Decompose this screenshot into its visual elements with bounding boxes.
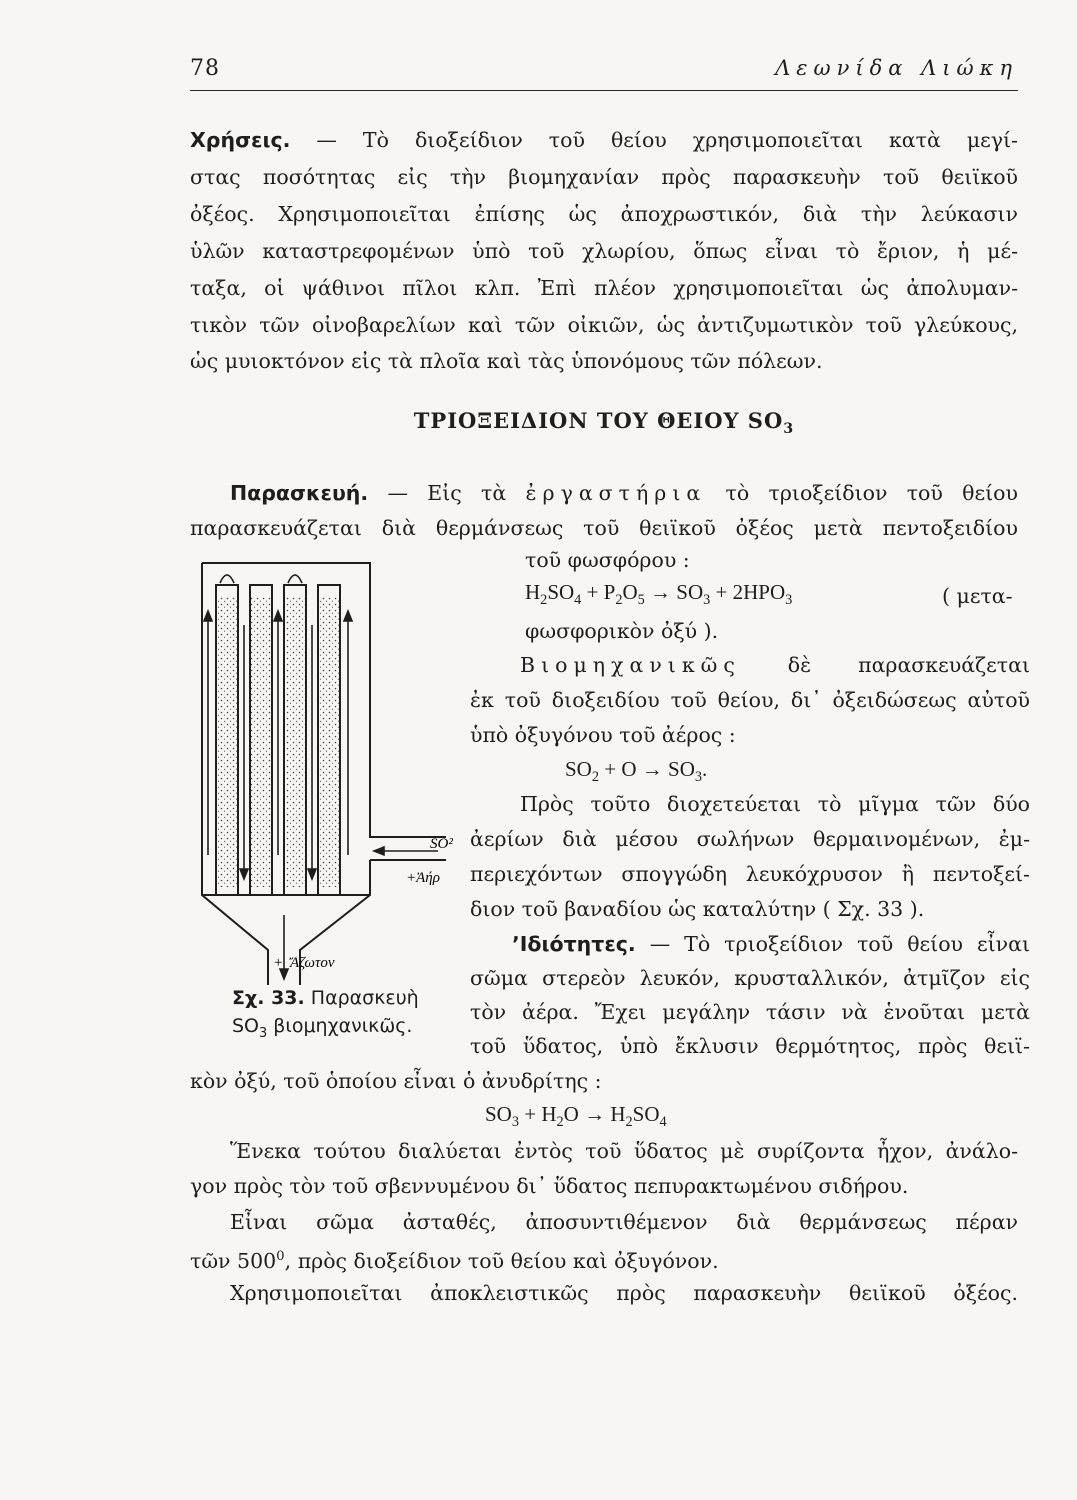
uses-line-2: στας ποσότητας εἰς τὴν βιομηχανίαν πρὸς παρασκευὴν τοῦ θειϊκοῦ xyxy=(190,165,1018,189)
prep-line-11: διον τοῦ βαναδίου ὡς καταλύτην ( Σχ. 33 ). xyxy=(470,897,925,921)
section-title: ΤΡΙΟΞΕΙΔΙΟΝ ΤΟΥ ΘΕΙΟΥ $SO_3$ xyxy=(413,408,795,438)
prep-line-4: φωσφορικὸν ὀξύ ). xyxy=(525,619,719,643)
uses-line-5: ταξα, οἱ ψάθινοι πῖλοι κλπ. Ἐπὶ πλέον χρησιμοποιεῖται ὡς ἀπολυμαν- xyxy=(190,276,1018,300)
props-line-4: τοῦ ὕδατος, ὑπὸ ἔκλυσιν θερμότητος, πρὸς θειϊ- xyxy=(470,1034,1030,1058)
uses-line-1: Χρήσεις. — Τὸ διοξείδιον τοῦ θείου χρησιμοποιεῖται κατὰ μεγί- xyxy=(190,128,1018,152)
props-line-6: Ἕνεκα τούτου διαλύεται ἐντὸς τοῦ ὕδατος μὲ συρίζοντα ἦχον, ἀνάλο- xyxy=(230,1139,1018,1163)
prep-title: Παρασκευή. xyxy=(230,481,369,505)
running-head: Λεωνίδα Λιώκη xyxy=(775,56,1018,80)
prep-line-2: παρασκευάζεται διὰ θερμάνσεως τοῦ θειϊκοῦ ὀξέος μετὰ πεντοξειδίου xyxy=(190,516,1018,540)
props-line-9: τῶν $500^0$, πρὸς διοξείδιον τοῦ θείου καὶ ὀξυγόνον. xyxy=(190,1248,719,1273)
uses-line-3: ὀξέος. Χρησιμοποιεῖται ἐπίσης ὡς ἀποχρωστικόν, διὰ τὴν λεύκασιν xyxy=(190,202,1018,226)
uses-line-6: τικὸν τῶν οἰνοβαρελίων καὶ τῶν οἰκιῶν, ὡς ἀντιζυμωτικὸν τοῦ γλεύκους, xyxy=(190,313,1018,337)
header-rule xyxy=(190,90,1018,91)
label-so2: SO² xyxy=(430,836,453,852)
uses-title: Χρήσεις. xyxy=(190,128,291,152)
page-number: 78 xyxy=(190,56,220,81)
prep-line-6: ἐκ τοῦ διοξειδίου τοῦ θείου, δι᾽ ὀξειδώσεως αὐτοῦ xyxy=(470,688,1030,712)
equation-3: $SO_3 + H_2O \to H_2SO_4$ xyxy=(485,1102,667,1131)
figure-caption-2: $SO_3$ βιομηχανικῶς. xyxy=(232,1015,413,1041)
uses-line-4: ὑλῶν καταστρεφομένων ὑπὸ τοῦ χλωρίου, ὅπως εἶναι τὸ ἔριον, ἡ μέ- xyxy=(190,239,1018,263)
props-line-3: τὸν ἀέρα. Ἔχει μεγάλην τάσιν νὰ ἑνοῦται μετὰ xyxy=(470,1000,1030,1024)
prep-line-10: περιεχόντων σπογγώδη λευκόχρυσον ἢ πεντοξεί- xyxy=(470,862,1030,886)
prep-line-5: Βιομηχανικῶς δὲ παρασκευάζεται xyxy=(520,653,1030,677)
props-line-8: Εἶναι σῶμα ἀσταθές, ἀποσυντιθέμενον διὰ θερμάνσεως πέραν xyxy=(230,1210,1018,1234)
label-plus: + xyxy=(274,955,283,971)
equation-1: $H_2SO_4 + P_2O_5 \to SO_3 + 2HPO_3$ xyxy=(525,580,793,609)
props-line-10: Χρησιμοποιεῖται ἀποκλειστικῶς πρὸς παρασκευὴν θειϊκοῦ ὀξέος. xyxy=(230,1281,1018,1305)
page-header xyxy=(190,56,1018,90)
figure-caption-1: Σχ. 33. Παρασκευὴ xyxy=(232,987,419,1009)
equation-2: $SO_2 + O \to SO_3$. xyxy=(565,757,708,786)
prep-line-3: τοῦ φωσφόρου : xyxy=(525,548,690,572)
eq1-suffix: ( μετα- xyxy=(942,584,1013,608)
caption-number: Σχ. 33. xyxy=(232,987,305,1009)
props-line-7: γον πρὸς τὸν τοῦ σβεννυμένου δι᾽ ὕδατος πεπυρακτωμένου σιδήρου. xyxy=(190,1174,909,1198)
props-line-2: σῶμα στερεὸν λευκόν, κρυσταλλικόν, ἀτμῖζον εἰς xyxy=(470,966,1030,990)
reactor-figure xyxy=(190,555,480,995)
label-air: +Ἀήρ xyxy=(406,870,440,886)
props-title: ʼΙδιότητες. xyxy=(512,932,636,956)
prep-line-9: ἀερίων διὰ μέσου σωλήνων θερμαινομένων, ἐμ- xyxy=(470,827,1030,851)
prep-line-8: Πρὸς τοῦτο διοχετεύεται τὸ μῖγμα τῶν δύο xyxy=(520,792,1030,816)
uses-line-7: ὡς μυιοκτόνον εἰς τὰ πλοῖα καὶ τὰς ὑπονόμους τῶν πόλεων. xyxy=(190,349,823,373)
props-line-1: ʼΙδιότητες. — Τὸ τριοξείδιον τοῦ θείου εἶναι xyxy=(512,932,1030,956)
props-line-5: κὸν ὀξύ, τοῦ ὁποίου εἶναι ὁ ἀνυδρίτης : xyxy=(190,1069,602,1093)
prep-line-1: Παρασκευή. — Εἰς τὰ ἐργαστήρια τὸ τριοξείδιον τοῦ θείου xyxy=(230,481,1018,505)
label-n2: Ἄζωτον xyxy=(290,955,335,971)
prep-line-7: ὑπὸ ὀξυγόνου τοῦ ἀέρος : xyxy=(470,723,736,747)
